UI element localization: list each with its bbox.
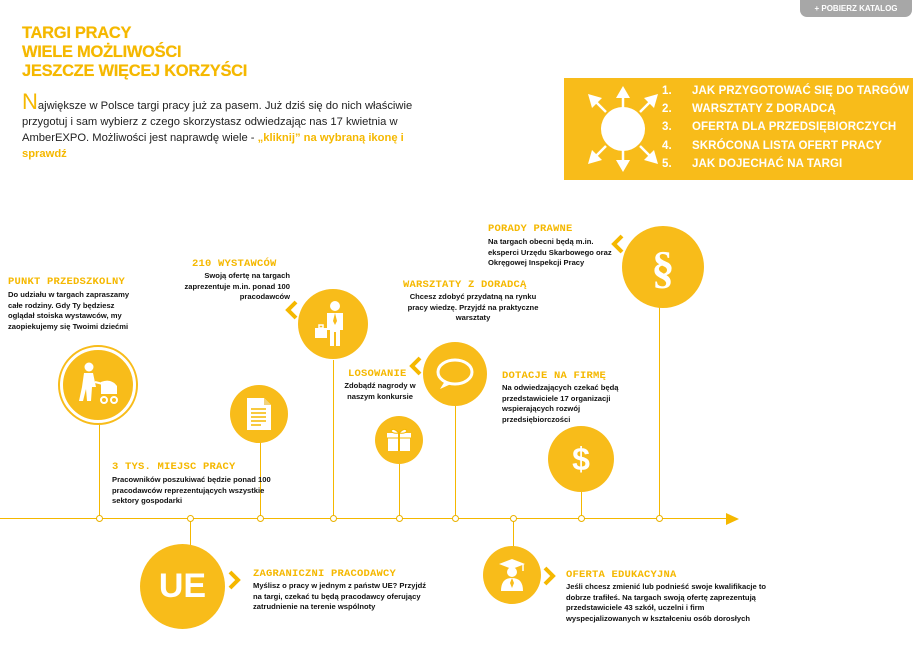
compass-arrows-icon: [584, 86, 662, 172]
businessman-icon: [313, 300, 353, 348]
menu-item-number: 3.: [662, 121, 672, 134]
menu-item-label: JAK DOJECHAĆ NA TARGI: [692, 157, 843, 170]
grants-title: DOTACJE NA FIRMĘ: [502, 370, 607, 382]
exhibitors-title: 210 WYSTAWCÓW: [192, 258, 277, 270]
menu-item-number: 5.: [662, 157, 672, 170]
workshops-title: WARSZTATY Z DORADCĄ: [403, 279, 527, 291]
menu-item-number: 1.: [662, 85, 672, 98]
menu-box: [564, 78, 913, 180]
connector-line: [333, 360, 334, 518]
connector-line: [659, 300, 660, 518]
legal-circle[interactable]: [622, 226, 704, 308]
menu-item-workshops[interactable]: [662, 100, 909, 118]
menu-item-label: WARSZTATY Z DORADCĄ: [692, 103, 836, 116]
document-icon: [245, 397, 273, 431]
menu-item-label: SKRÓCONA LISTA OFERT PRACY: [692, 139, 883, 152]
menu-item-directions[interactable]: [662, 155, 909, 173]
dollar-icon: $: [572, 440, 590, 477]
jobs-circle[interactable]: [230, 385, 288, 443]
preschool-title: PUNKT PRZEDSZKOLNY: [8, 276, 126, 288]
timeline-dot: [257, 515, 264, 522]
grants-circle[interactable]: [548, 426, 614, 492]
connector-line: [399, 455, 400, 518]
jobs-title: 3 TYS. MIEJSC PRACY: [112, 461, 236, 473]
menu-item-job-offers[interactable]: [662, 137, 909, 155]
foreign-title: ZAGRANICZNI PRACODAWCY: [253, 568, 397, 580]
timeline-arrow-icon: [726, 513, 739, 525]
jobs-desc: Pracowników poszukiwać będzie ponad 100 pracodawców reprezentujących wszystkie sektory gospodarki: [112, 475, 271, 505]
gift-icon: [386, 427, 412, 453]
timeline-dot: [510, 515, 517, 522]
speech-bubble-icon: [436, 358, 474, 390]
headline: [22, 24, 247, 81]
timeline-dot: [330, 515, 337, 522]
foreign-circle[interactable]: [140, 544, 225, 629]
education-title: OFERTA EDUKACYJNA: [566, 569, 677, 581]
lottery-circle[interactable]: [375, 416, 423, 464]
menu-list: [662, 82, 909, 173]
menu-item-label: OFERTA DLA PRZEDSIĘBIORCZYCH: [692, 121, 897, 134]
connector-line: [455, 395, 456, 518]
foreign-desc: Myślisz o pracy w jednym z państw UE? Przyjdź na targi, czekać tu będą pracodawcy oferujący zatrudnienie na terenie wspólnoty: [253, 581, 427, 611]
timeline-dot: [656, 515, 663, 522]
connector-line: [99, 420, 100, 518]
headline-line-1: TARGI PRACY: [22, 24, 132, 42]
intro-highlight: „kliknij” na wybraną ikonę i sprawdź: [22, 132, 404, 160]
timeline-dot: [187, 515, 194, 522]
intro-text: ajwiększe w Polsce targi pracy już za pasem. Już dziś się do nich właściwie przygotuj i sam wybierz z czego skorzystasz odwiedzając nas 17 kwietnia w AmberEXPO. Możliwości jest naprawdę wiele -: [22, 100, 413, 144]
workshops-desc: Chcesz zdobyć przydatną na rynku pracy wiedzę. Przyjdź na praktyczne warsztaty: [407, 292, 539, 322]
menu-item-number: 4.: [662, 139, 672, 152]
paragraph-icon: §: [651, 241, 675, 293]
legal-title: PORADY PRAWNE: [488, 223, 573, 235]
grants-desc: Na odwiedzających czekać będą przedstawiciele 17 organizacji wspierających rozwój przedsiębiorczości: [502, 383, 619, 424]
menu-item-preparation[interactable]: [662, 82, 909, 100]
timeline-line: [0, 518, 728, 519]
legal-desc: Na targach obecni będą m.in. eksperci Urzędu Skarbowego oraz Okręgowej Inspekcji Pracy: [488, 237, 612, 267]
preschool-desc: Do udziału w targach zapraszamy całe rodziny. Gdy Ty będziesz oglądał stoiska wystawców, my zaopiekujemy się Twoimi dziećmi: [8, 290, 130, 331]
headline-line-2: WIELE MOŻLIWOŚCI: [22, 43, 182, 61]
education-circle[interactable]: [483, 546, 541, 604]
menu-item-number: 2.: [662, 103, 672, 116]
lottery-title: LOSOWANIE: [348, 368, 407, 380]
timeline-dot: [452, 515, 459, 522]
intro-paragraph: [22, 89, 432, 162]
exhibitors-circle[interactable]: [298, 289, 368, 359]
eu-badge-icon: UE: [158, 567, 207, 605]
exhibitors-desc: Swoją ofertę na targach zaprezentuje m.in. ponad 100 pracodawców: [184, 271, 290, 301]
workshops-circle[interactable]: [423, 342, 487, 406]
menu-item-entrepreneurs[interactable]: [662, 118, 909, 136]
timeline-dot: [96, 515, 103, 522]
download-catalog-button[interactable]: + POBIERZ KATALOG: [800, 0, 912, 17]
graduate-icon: [497, 558, 527, 592]
education-desc: Jeśli chcesz zmienić lub podnieść swoje kwalifikacje to dobrze trafiłeś. Na targach swoją ofertę zaprezentują przedstawiciele 43 szkół, uczelni i firm wyspecjalizowanych w kształceniu osób dorosłych: [566, 582, 767, 623]
lottery-desc: Zdobądź nagrody w naszym konkursie: [344, 381, 416, 401]
menu-item-label: JAK PRZYGOTOWAĆ SIĘ DO TARGÓW: [692, 85, 910, 98]
preschool-circle[interactable]: [60, 347, 136, 423]
headline-line-3: JESZCZE WIĘCEJ KORZYŚCI: [22, 62, 248, 80]
intro-dropcap: N: [22, 89, 38, 114]
connector-line: [190, 518, 191, 548]
timeline-dot: [578, 515, 585, 522]
timeline-dot: [396, 515, 403, 522]
mother-stroller-icon: [73, 360, 123, 410]
